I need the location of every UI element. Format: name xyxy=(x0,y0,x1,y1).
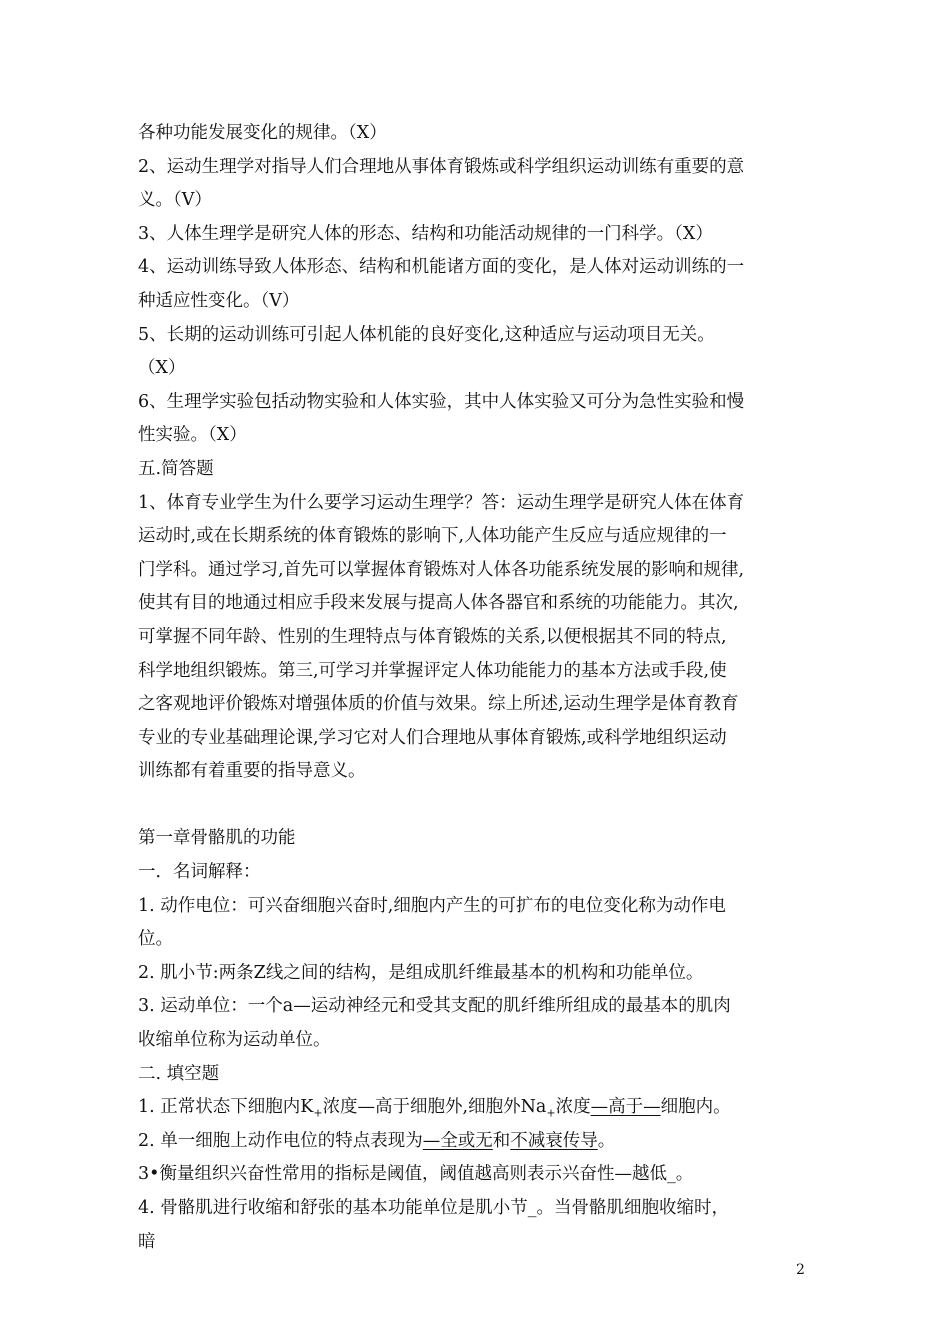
text-line: 训练都有着重要的指导意义。 xyxy=(138,761,366,782)
text-line: 位。 xyxy=(138,929,173,950)
underlined-answer: —高于— xyxy=(590,1097,661,1118)
text-line: 义。（V） xyxy=(138,190,212,211)
text-body xyxy=(138,117,818,1259)
text-line: 科学地组织锻炼。第三,可学习并掌握评定人体功能能力的基本方法或手段,使 xyxy=(138,660,727,681)
text-line: 使其有目的地通过相应手段来发展与提高人体各器官和系统的功能能力。其次, xyxy=(138,593,739,614)
text-line: 门学科。通过学习,首先可以掌握体育锻炼对人体各功能系统发展的影响和规律, xyxy=(138,559,745,580)
text-line: 收缩单位称为运动单位。 xyxy=(138,1030,331,1051)
blank-line xyxy=(138,789,818,823)
underlined-answer: 不减衰传导 xyxy=(510,1130,598,1151)
page-number: 2 xyxy=(796,1262,805,1278)
text-line: 4、运动训练导致人体形态、结构和机能诸方面的变化，是人体对运动训练的一 xyxy=(138,257,745,278)
section-heading: 五.简答题 xyxy=(138,458,214,479)
text-run: 浓度 xyxy=(555,1097,591,1118)
section-heading: 二. 填空题 xyxy=(138,1063,220,1084)
text-line: 之客观地评价锻炼对增强体质的价值与效果。综上所述,运动生理学是体育教育 xyxy=(138,694,739,715)
chapter-title: 第一章骨骼肌的功能 xyxy=(138,828,296,849)
text-line: 2、运动生理学对指导人们合理地从事体育锻炼或科学组织运动训练有重要的意 xyxy=(138,156,745,177)
text-line: 运动时,或在长期系统的体育锻炼的影响下,人体功能产生反应与适应规律的一 xyxy=(138,526,727,547)
underlined-answer: —全或无 xyxy=(422,1130,493,1151)
text-line: 1、体育专业学生为什么要学习运动生理学？答：运动生理学是研究人体在体育 xyxy=(138,492,745,513)
text-line: 5、长期的运动训练可引起人体机能的良好变化,这种适应与运动项目无关。 xyxy=(138,324,715,345)
text-run: 。 xyxy=(597,1130,616,1151)
text-line: 种适应性变化。（V） xyxy=(138,290,300,311)
text-line: 各种功能发展变化的规律。（X） xyxy=(138,123,387,143)
fill-question-1 xyxy=(138,1091,818,1125)
section-heading: 一．名词解释： xyxy=(138,862,261,883)
text-line: 6、生理学实验包括动物实验和人体实验，其中人体实验又可分为急性实验和慢 xyxy=(138,391,745,412)
text-line: 可掌握不同年龄、性别的生理特点与体育锻炼的关系,以便根据其不同的特点, xyxy=(138,626,727,647)
text-line: 专业的专业基础理论课,学习它对人们合理地从事体育锻炼,或科学地组织运动 xyxy=(138,727,727,748)
fill-question-3: 3•衡量组织兴奋性常用的指标是阈值，阈值越高则表示兴奋性—越低_。 xyxy=(138,1164,694,1185)
text-line: 暗 xyxy=(138,1231,156,1252)
text-line: 3、人体生理学是研究人体的形态、结构和功能活动规律的一门科学。（X） xyxy=(138,223,713,244)
subscript-plus: + xyxy=(313,1106,323,1120)
text-run: 2. 单一细胞上动作电位的特点表现为 xyxy=(138,1130,423,1151)
text-line: 1. 动作电位：可兴奋细胞兴奋时,细胞内产生的可扩布的电位变化称为动作电 xyxy=(138,895,726,916)
text-line: 2. 肌小节:两条Z线之间的结构，是组成肌纤维最基本的机构和功能单位。 xyxy=(138,962,704,983)
text-run: 和 xyxy=(492,1130,511,1151)
text-line: 性实验。（X） xyxy=(138,425,247,446)
text-line: （X） xyxy=(138,358,186,379)
text-run: 浓度—高于细胞外,细胞外Na xyxy=(322,1097,547,1118)
fill-question-4: 4. 骨骼肌进行收缩和舒张的基本功能单位是肌小节_。当骨骼肌细胞收缩时， xyxy=(138,1198,730,1218)
fill-question-2 xyxy=(138,1125,818,1159)
text-run: 1. 正常状态下细胞内K xyxy=(138,1097,314,1118)
subscript-plus: + xyxy=(546,1106,556,1120)
text-run: 细胞内。 xyxy=(660,1097,731,1118)
text-line: 3. 运动单位：一个a—运动神经元和受其支配的肌纤维所组成的最基本的肌肉 xyxy=(138,996,731,1017)
